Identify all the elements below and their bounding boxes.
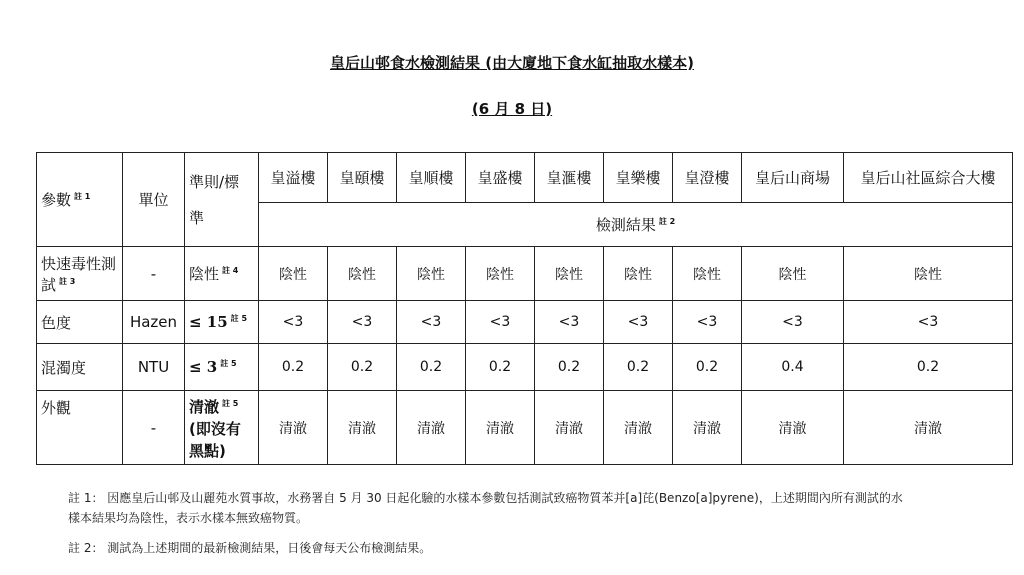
row-standard bbox=[185, 344, 259, 391]
row-param-label: 混濁度 bbox=[41, 358, 87, 377]
header-location: 皇澄樓 bbox=[673, 153, 742, 203]
row-standard-label: 清澈 bbox=[189, 398, 220, 416]
footnote-2: 註 2： 測試為上述期間的最新檢測結果，日後會每天公布檢測結果。 bbox=[68, 541, 432, 555]
row-unit: NTU bbox=[123, 344, 185, 391]
header-param-label: 參數 bbox=[41, 191, 72, 209]
header-location: 皇后山商場 bbox=[742, 153, 844, 203]
header-location: 皇溢樓 bbox=[259, 153, 328, 203]
row-standard-label: ≤ 3 bbox=[189, 358, 218, 376]
row-unit: - bbox=[123, 247, 185, 301]
result-cell: 0.2 bbox=[535, 344, 604, 391]
result-cell: 0.2 bbox=[844, 344, 1013, 391]
result-cell: <3 bbox=[466, 301, 535, 344]
result-cell: <3 bbox=[844, 301, 1013, 344]
result-cell: <3 bbox=[673, 301, 742, 344]
result-cell: 清澈 bbox=[673, 391, 742, 465]
row-unit: Hazen bbox=[123, 301, 185, 344]
page-date: (6 月 8 日) bbox=[471, 100, 553, 118]
header-results-note: 註 2 bbox=[658, 217, 676, 226]
row-standard-extra: (即沒有黑點) bbox=[189, 420, 241, 460]
row-standard bbox=[185, 247, 259, 301]
header-location: 皇后山社區綜合大樓 bbox=[844, 153, 1013, 203]
row-param bbox=[37, 247, 123, 301]
row-param bbox=[37, 391, 123, 465]
result-cell: 0.2 bbox=[328, 344, 397, 391]
row-standard-note: 註 5 bbox=[230, 314, 248, 323]
result-cell: 清澈 bbox=[844, 391, 1013, 465]
row-param bbox=[37, 344, 123, 391]
result-cell: <3 bbox=[535, 301, 604, 344]
result-cell: 清澈 bbox=[397, 391, 466, 465]
header-location: 皇盛樓 bbox=[466, 153, 535, 203]
footnote-1: 註 1： 因應皇后山邨及山麗苑水質事故，水務署自 5 月 30 日起化驗的水樣本參數包括測試致癌物質苯并[a]芘(Benzo[a]pyrene)，上述期間內所有測試的水樣本結果均為陰性，表示水樣本無致癌物質。 bbox=[68, 491, 903, 525]
result-cell: 清澈 bbox=[466, 391, 535, 465]
result-cell: 0.4 bbox=[742, 344, 844, 391]
result-cell: 陰性 bbox=[466, 247, 535, 301]
result-cell: 陰性 bbox=[844, 247, 1013, 301]
result-cell: <3 bbox=[604, 301, 673, 344]
result-cell: 清澈 bbox=[604, 391, 673, 465]
result-cell: 0.2 bbox=[604, 344, 673, 391]
header-location: 皇滙樓 bbox=[535, 153, 604, 203]
header-unit: 單位 bbox=[123, 153, 185, 247]
result-cell: <3 bbox=[742, 301, 844, 344]
result-cell: 陰性 bbox=[673, 247, 742, 301]
row-unit: - bbox=[123, 391, 185, 465]
result-cell: 陰性 bbox=[535, 247, 604, 301]
result-cell: 0.2 bbox=[259, 344, 328, 391]
result-cell: <3 bbox=[259, 301, 328, 344]
result-cell: 清澈 bbox=[328, 391, 397, 465]
table-row bbox=[37, 247, 1013, 301]
header-param bbox=[37, 153, 123, 247]
row-param-label: 色度 bbox=[41, 313, 72, 332]
row-standard-note: 註 5 bbox=[220, 359, 237, 368]
header-param-note: 註 1 bbox=[74, 192, 91, 201]
header-results bbox=[259, 203, 1013, 247]
result-cell: 陰性 bbox=[397, 247, 466, 301]
header-location: 皇順樓 bbox=[397, 153, 466, 203]
table-row bbox=[37, 344, 1013, 391]
header-location: 皇樂樓 bbox=[604, 153, 673, 203]
row-standard-label: ≤ 15 bbox=[189, 313, 228, 331]
header-standard: 準則/標準 bbox=[185, 153, 259, 247]
result-cell: 0.2 bbox=[673, 344, 742, 391]
result-cell: 陰性 bbox=[259, 247, 328, 301]
page-title: 皇后山邨食水檢測結果 (由大廈地下食水缸抽取水樣本) bbox=[330, 54, 694, 72]
result-cell: <3 bbox=[397, 301, 466, 344]
result-cell: 0.2 bbox=[466, 344, 535, 391]
result-cell: <3 bbox=[328, 301, 397, 344]
row-standard bbox=[185, 391, 259, 465]
header-results-label: 檢測結果 bbox=[595, 216, 656, 234]
row-standard bbox=[185, 301, 259, 344]
row-param-label: 快速毒性測試 bbox=[41, 254, 117, 294]
water-test-results-table bbox=[36, 152, 1013, 465]
row-param-note: 註 3 bbox=[59, 276, 76, 286]
result-cell: 清澈 bbox=[742, 391, 844, 465]
table-row bbox=[37, 391, 1013, 465]
result-cell: 陰性 bbox=[328, 247, 397, 301]
row-standard-note: 註 4 bbox=[222, 266, 239, 275]
header-location: 皇頤樓 bbox=[328, 153, 397, 203]
row-standard-note: 註 5 bbox=[222, 399, 239, 408]
result-cell: 0.2 bbox=[397, 344, 466, 391]
row-standard-label: 陰性 bbox=[189, 265, 220, 283]
result-cell: 陰性 bbox=[742, 247, 844, 301]
header-row bbox=[37, 153, 1013, 203]
row-param-label: 外觀 bbox=[41, 399, 72, 417]
result-cell: 清澈 bbox=[535, 391, 604, 465]
table-row bbox=[37, 301, 1013, 344]
result-cell: 清澈 bbox=[259, 391, 328, 465]
result-cell: 陰性 bbox=[604, 247, 673, 301]
row-param bbox=[37, 301, 123, 344]
